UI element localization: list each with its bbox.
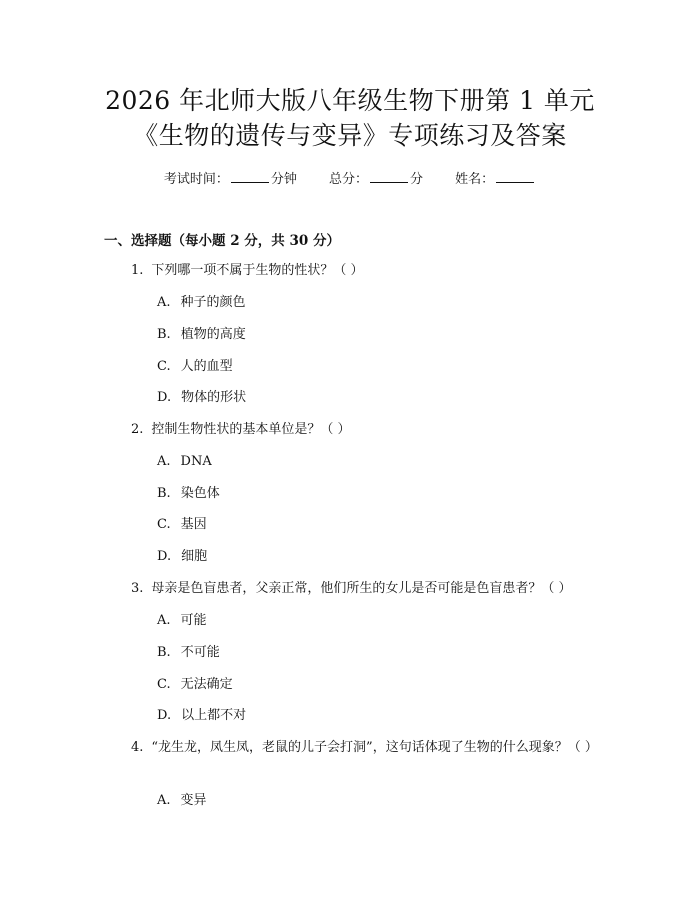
option-letter: B.: [157, 327, 171, 342]
option-letter: A.: [157, 454, 171, 469]
question-3-text: 母亲是色盲患者，父亲正常，他们所生的女儿是否可能是色盲患者？（ ）: [151, 581, 572, 596]
option-text: 不可能: [180, 645, 220, 660]
question-2-option-c: [157, 516, 207, 534]
student-name-field: [455, 172, 536, 187]
option-text: 细胞: [181, 549, 208, 564]
question-3-option-b: [157, 644, 220, 662]
option-letter: D.: [157, 708, 172, 723]
student-name-blank: [496, 170, 534, 183]
total-score-label: 总分：: [328, 172, 368, 187]
exam-time-label: 考试时间：: [163, 172, 229, 187]
question-3-option-d: [157, 707, 246, 725]
option-text: 植物的高度: [180, 327, 246, 342]
question-4-text: “龙生龙，凤生凤，老鼠的儿子会打洞”，这句话体现了生物的什么现象？（ ）: [151, 740, 598, 755]
question-2-option-b: [157, 485, 220, 503]
exam-time-unit: 分钟: [270, 172, 297, 187]
question-1-option-d: [157, 389, 246, 407]
question-3-stem: [131, 580, 572, 598]
option-text: DNA: [180, 454, 212, 469]
question-4-number: 4.: [131, 740, 144, 755]
option-letter: A.: [157, 793, 171, 808]
option-letter: D.: [157, 390, 172, 405]
total-score-unit: 分: [410, 172, 424, 187]
exam-time-field: [164, 172, 297, 187]
exam-info: [0, 170, 700, 189]
option-text: 基因: [180, 517, 207, 532]
section-title: 一、选择题（每小题 2 分，共 30 分）: [104, 233, 340, 249]
question-4-option-a: [157, 792, 207, 810]
option-text: 人的血型: [180, 359, 233, 374]
question-4-stem: [104, 737, 599, 759]
question-3-option-a: [157, 612, 207, 630]
option-letter: A.: [157, 295, 171, 310]
option-text: 可能: [180, 613, 207, 628]
option-text: 种子的颜色: [180, 295, 246, 310]
exam-time-blank: [231, 170, 269, 183]
option-text: 以上都不对: [181, 708, 247, 723]
document-title-line-2: 《生物的遗传与变异》专项练习及答案: [133, 121, 567, 150]
option-text: 无法确定: [180, 677, 233, 692]
question-3-option-c: [157, 676, 233, 694]
total-score-field: [329, 172, 423, 187]
option-letter: D.: [157, 549, 172, 564]
question-1-option-b: [157, 326, 246, 344]
student-name-label: 姓名：: [455, 172, 495, 187]
option-text: 变异: [180, 793, 207, 808]
question-2-number: 2.: [131, 422, 144, 437]
question-3-number: 3.: [131, 581, 144, 596]
option-letter: C.: [157, 677, 171, 692]
total-score-blank: [370, 170, 408, 183]
question-2-stem: [131, 421, 351, 439]
question-1-text: 下列哪一项不属于生物的性状？（ ）: [151, 263, 364, 278]
option-text: 染色体: [180, 486, 220, 501]
question-2-text: 控制生物性状的基本单位是？（ ）: [151, 422, 351, 437]
question-1-option-c: [157, 358, 233, 376]
option-letter: C.: [157, 359, 171, 374]
option-text: 物体的形状: [181, 390, 247, 405]
option-letter: B.: [157, 645, 171, 660]
question-1-number: 1.: [131, 263, 144, 278]
question-2-option-a: [157, 453, 212, 471]
option-letter: B.: [157, 486, 171, 501]
question-1-option-a: [157, 294, 246, 312]
document-title-line-1: 2026 年北师大版八年级生物下册第 1 单元: [105, 86, 595, 115]
question-1-stem: [131, 262, 364, 280]
option-letter: C.: [157, 517, 171, 532]
option-letter: A.: [157, 613, 171, 628]
question-2-option-d: [157, 548, 207, 566]
